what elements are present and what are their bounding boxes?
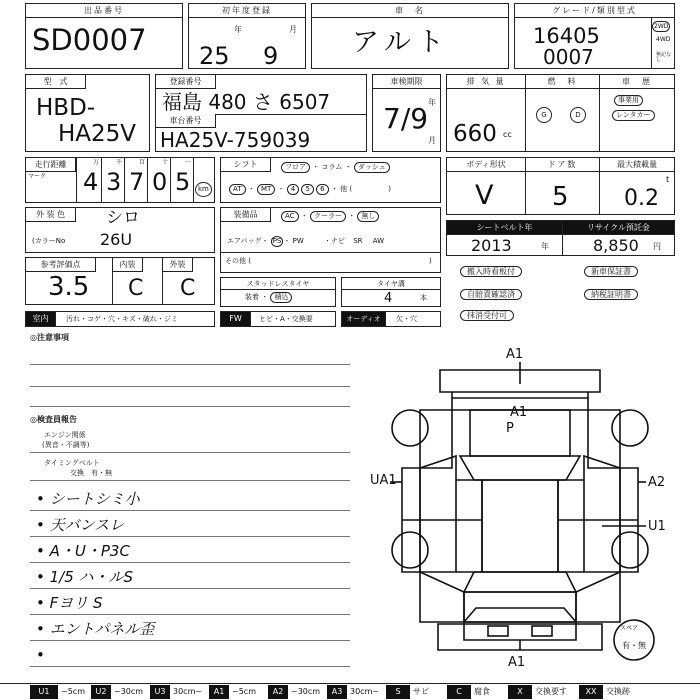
- interior-row: 室内 汚れ・コゲ・穴・キズ・破れ・ジミ: [25, 311, 215, 327]
- reg-header: 登録番号: [156, 75, 216, 89]
- mileage-unit-label: 百: [138, 159, 145, 166]
- inspector-note: • Fヨリ S: [36, 594, 103, 612]
- displacement-value: 660: [453, 121, 497, 147]
- seatbelt-header: シートベルト年: [447, 221, 562, 235]
- notes-title: ◎注意事項: [30, 333, 69, 342]
- doors-box: [526, 157, 600, 215]
- doc-insurance: 自賠責確認済: [460, 289, 522, 300]
- documents: [446, 260, 675, 326]
- legend-key: U1: [30, 685, 58, 699]
- color-code: 26U: [100, 230, 133, 249]
- legend-key: C: [447, 685, 471, 699]
- inspector-note: • エントパネル歪: [36, 620, 155, 638]
- legend-key: S: [386, 685, 410, 699]
- grade-line1: 16405: [533, 24, 600, 48]
- damage-mark: A1: [508, 655, 526, 670]
- mileage-unit: km: [195, 182, 212, 197]
- damage-legend: [0, 683, 700, 700]
- recycle-value: 8,850: [593, 236, 639, 255]
- color-value: シロ: [106, 208, 140, 228]
- inspection-value: 7/9: [383, 102, 429, 135]
- inspector-rule: [30, 588, 350, 589]
- exterior-value: C: [180, 276, 196, 301]
- interior-header: 内装: [113, 258, 143, 272]
- tire-header: タイヤ溝: [342, 278, 440, 290]
- recycle-header: リサイクル預託金: [563, 221, 674, 235]
- displacement-box: 排 気 量 660 cc: [446, 74, 526, 152]
- car-name: アルト: [352, 27, 450, 58]
- grade-box: グレード/類別型式 16405 0007 2WD 4WD 無記なし: [514, 3, 675, 69]
- inspector-rule: [30, 666, 350, 667]
- fw-row: FW ヒビ・A・交換要: [220, 311, 336, 327]
- reg-box: [155, 74, 367, 152]
- body-shape-value: V: [475, 180, 494, 211]
- equip-ps: PS: [272, 237, 282, 245]
- max-load-value: 0.2: [624, 186, 659, 211]
- model-box: [25, 74, 150, 152]
- inspector-rule: [30, 640, 350, 641]
- damage-mark: A1: [510, 405, 528, 420]
- fuel-header: 燃 料: [526, 75, 599, 89]
- inspection-box: 車検期限 年 月 7/9: [372, 74, 441, 152]
- inspector-note: • A・U・P3C: [36, 542, 130, 560]
- car-type-box: 車 歴 事業用 レンタカー: [600, 74, 675, 152]
- mileage-unit-label: 千: [115, 159, 122, 166]
- shift-at: AT: [229, 184, 246, 195]
- mileage-digit: [102, 158, 125, 202]
- mileage-digit: [171, 158, 194, 202]
- mileage-digit-value: 4: [83, 168, 99, 196]
- studless-header: スタッドレスタイヤ: [221, 278, 335, 290]
- shift-box: シフト フロア ・ コラム ・ ダッシュ AT ・ MT ・ 4 5 6 ・ 他 ( ): [220, 157, 441, 203]
- mileage-digit-value: 3: [106, 168, 122, 196]
- doc-tax: 納税証明書: [584, 289, 638, 300]
- mileage-unit-label: 万: [92, 159, 99, 166]
- reg-number: 福島 480 さ 6507: [162, 90, 331, 114]
- audio-row: オーディオ 欠・穴: [341, 311, 441, 327]
- score-header: 参考評価点: [26, 258, 96, 272]
- inspector-note: • 1/5 ハ・ルS: [36, 568, 134, 586]
- body-shape-box: [446, 157, 526, 215]
- grade-header: グレード/類別型式: [515, 4, 674, 18]
- legend-value: ~5cm: [61, 687, 85, 696]
- grade-line2: 0007: [543, 45, 594, 69]
- model-header: 型 式: [26, 75, 86, 89]
- fuel-box: [526, 74, 600, 152]
- doors-header: ドア数: [526, 158, 599, 172]
- legend-key: XX: [579, 685, 603, 699]
- studless-box: スタッドレスタイヤ 装着 ・ 積込: [220, 277, 336, 307]
- lot-box: [25, 3, 183, 69]
- opt-2wd: 2WD: [654, 23, 669, 30]
- max-load-header: 最大積載量: [600, 158, 674, 172]
- legend-key: A2: [268, 685, 288, 699]
- damage-mark: A2: [648, 475, 666, 490]
- inspector-note: •: [36, 646, 45, 664]
- first-reg-year: 25: [199, 42, 230, 70]
- car-type-header: 車 歴: [600, 75, 674, 89]
- seatbelt-value: 2013: [471, 236, 512, 255]
- inspector-note: • 天バンスレ: [36, 516, 125, 534]
- first-reg-box: 初年度登録 年 月 25 9: [188, 3, 306, 69]
- legend-value: 30cm~: [173, 687, 203, 696]
- lot-number: SD0007: [32, 23, 147, 57]
- legend-value: 腐食: [474, 687, 490, 696]
- mileage-digit-value: 7: [129, 168, 145, 196]
- mileage-digit: [125, 158, 148, 202]
- mileage-unit-label: 十: [161, 159, 168, 166]
- mileage-digit: [148, 158, 171, 202]
- car-name-box: [311, 3, 509, 69]
- legend-value: 交換跡: [606, 687, 630, 696]
- score-value: 3.5: [48, 272, 90, 302]
- studless-loaded: 積込: [270, 292, 292, 303]
- car-diagram: [360, 340, 680, 680]
- seatbelt-box: シートベルト年 2013 年: [446, 220, 563, 256]
- legend-value: ~5cm: [232, 687, 256, 696]
- spare-label: スペア: [620, 625, 639, 632]
- legend-key: X: [508, 685, 532, 699]
- legend-key: A1: [209, 685, 229, 699]
- shift-floor: フロア: [281, 162, 310, 173]
- spare-value: 有・無: [622, 641, 646, 650]
- equip-ac: AC: [281, 211, 299, 222]
- tire-value: 4: [384, 291, 393, 306]
- color-header: 外 装 色: [26, 208, 76, 222]
- legend-key: A3: [327, 685, 347, 699]
- mileage-unit-label: 一: [184, 159, 191, 166]
- legend-value: 交換要す: [535, 687, 567, 696]
- shift-header: シフト: [221, 158, 271, 172]
- fuel-d: D: [570, 107, 586, 123]
- model-line2: HA25V: [58, 121, 137, 147]
- damage-mark: A1: [506, 347, 524, 362]
- mileage-digit-value: 0: [152, 168, 168, 196]
- color-box: 外 装 色 シロ (カラーNo 26U: [25, 207, 215, 253]
- body-shape-header: ボディ形状: [447, 158, 525, 172]
- damage-mark: UA1: [370, 473, 397, 488]
- score-box: [25, 257, 215, 305]
- mileage-digit: [79, 158, 102, 202]
- legend-value: ~30cm: [291, 687, 321, 696]
- legend-value: サビ: [413, 687, 429, 696]
- damage-mark: P: [506, 421, 514, 436]
- damage-mark: U1: [648, 519, 666, 534]
- inspector-rule: [30, 614, 350, 615]
- mileage-header: 走行距離: [26, 158, 76, 172]
- first-reg-month: 9: [263, 42, 279, 70]
- first-reg-header: 初年度登録: [189, 4, 305, 18]
- doors-value: 5: [552, 182, 569, 212]
- equipment-header: 装備品: [221, 208, 271, 222]
- car-name-header: 車 名: [312, 4, 508, 18]
- legend-value: 30cm~: [350, 687, 380, 696]
- mileage-box: 走行距離 マーク 万 4 千 3 百 7 十 0 一 5 km: [25, 157, 215, 203]
- chassis-number: HA25V-759039: [160, 128, 311, 152]
- chassis-header: 車台番号: [156, 114, 216, 128]
- inspector-rule: [30, 536, 350, 537]
- doc-cancel: 抹消受付可: [460, 310, 514, 321]
- model-line1: HBD-: [36, 95, 96, 121]
- recycle-box: リサイクル預託金 8,850 円: [563, 220, 675, 256]
- legend-key: U2: [91, 685, 111, 699]
- mileage-digit-value: 5: [175, 168, 191, 196]
- inspector-rule: [30, 562, 350, 563]
- fuel-g: G: [536, 107, 552, 123]
- legend-key: U3: [150, 685, 170, 699]
- inspector-title: ◎検査員報告: [30, 415, 77, 424]
- equipment-box: 装備品 AC ・ クーラー ・ 無し エアバッグ・ PS ・ PW ・ナビ SR AW その他 ( ): [220, 207, 441, 273]
- displacement-header: 排 気 量: [447, 75, 525, 89]
- inspector-rule: [30, 510, 350, 511]
- lot-header: 出品番号: [26, 4, 182, 18]
- inspector-note: • シートシミ小: [36, 490, 140, 508]
- inspection-header: 車検期限: [373, 75, 440, 89]
- doc-warranty: 新車保証書: [584, 266, 638, 277]
- interior-value: C: [128, 276, 144, 301]
- exterior-header: 外装: [163, 258, 193, 272]
- doc-sign: 搬入時看板付: [460, 266, 522, 277]
- legend-value: ~30cm: [114, 687, 144, 696]
- tire-box: タイヤ溝 4 本: [341, 277, 441, 307]
- max-load-box: 最大積載量 t 0.2: [600, 157, 675, 215]
